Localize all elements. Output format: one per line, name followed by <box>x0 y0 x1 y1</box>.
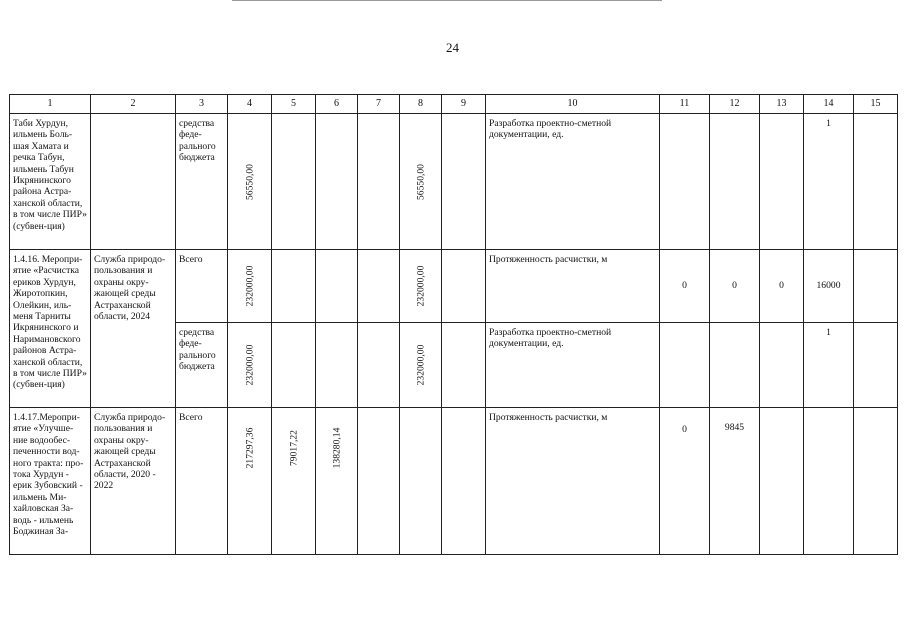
amount-value: 56550,00 <box>414 163 426 200</box>
amount-year-cell <box>400 250 442 323</box>
indicator-value-cell: 0 <box>660 408 710 555</box>
measure-name-cell: 1.4.17.Меропри-ятие «Улучше-ние водообес-печенности вод-ного тракта: про-тока Хурдун - ерик Зубовский - ильмень Ми-хайловская За-водь - ильмень Боджиная За- <box>10 408 91 555</box>
header-cell: 1 <box>10 95 91 114</box>
amount-value: 138280,14 <box>330 427 342 469</box>
empty-cell <box>316 323 358 408</box>
amount-value: 232000,00 <box>414 265 426 307</box>
amount-total-cell <box>228 408 272 555</box>
indicator-cell: Разработка проектно-сметной документации, ед. <box>486 323 660 408</box>
indicator-value-cell: 0 <box>660 250 710 323</box>
empty-cell <box>442 323 486 408</box>
funding-source-cell: средства феде-рального бюджета <box>176 323 228 408</box>
header-cell: 5 <box>272 95 316 114</box>
amount-year-cell <box>400 323 442 408</box>
indicator-value-cell: 1 <box>804 114 854 250</box>
header-cell: 4 <box>228 95 272 114</box>
empty-cell <box>710 323 760 408</box>
header-cell: 13 <box>760 95 804 114</box>
empty-cell <box>272 250 316 323</box>
header-cell: 10 <box>486 95 660 114</box>
empty-cell <box>442 408 486 555</box>
indicator-cell: Разработка проектно-сметной документации, ед. <box>486 114 660 250</box>
empty-cell <box>272 323 316 408</box>
executor-cell: Служба природо-пользования и охраны окру-жающей среды Астраханской области, 2020 - 2022 <box>91 408 176 555</box>
empty-cell <box>316 114 358 250</box>
empty-cell <box>272 114 316 250</box>
empty-cell <box>760 114 804 250</box>
empty-cell <box>854 323 898 408</box>
measure-name-cell: Таби Хурдун, ильмень Боль-шая Хамата и речка Табун, ильмень Табун Икрянинского района Астра-ханской области, в том числе ПИР» (субвен-ция) <box>10 114 91 250</box>
table-row <box>10 114 898 250</box>
header-cell: 7 <box>358 95 400 114</box>
empty-cell <box>442 250 486 323</box>
amount-total-cell <box>228 114 272 250</box>
amount-value: 232000,00 <box>243 265 255 307</box>
empty-cell <box>316 250 358 323</box>
header-cell: 6 <box>316 95 358 114</box>
amount-total-cell <box>228 250 272 323</box>
amount-value: 56550,00 <box>243 163 255 200</box>
executor-cell <box>91 114 176 250</box>
empty-cell <box>358 323 400 408</box>
indicator-value-cell: 0 <box>760 250 804 323</box>
amount-year-cell <box>400 114 442 250</box>
amount-value: 232000,00 <box>243 344 255 386</box>
amount-year-cell <box>316 408 358 555</box>
empty-cell <box>854 114 898 250</box>
empty-cell <box>660 323 710 408</box>
funding-source-cell: средства феде-рального бюджета <box>176 114 228 250</box>
amount-total-cell <box>228 323 272 408</box>
empty-cell <box>358 408 400 555</box>
header-cell: 3 <box>176 95 228 114</box>
amount-value: 79017,22 <box>287 430 299 466</box>
header-cell: 8 <box>400 95 442 114</box>
executor-cell: Служба природо-пользования и охраны окру-жающей среды Астраханской области, 2024 <box>91 250 176 408</box>
header-row <box>10 95 898 114</box>
table-row <box>10 250 898 323</box>
table-row <box>10 408 898 555</box>
funding-source-cell: Всего <box>176 408 228 555</box>
indicator-value-cell: 1 <box>804 323 854 408</box>
indicator-value-cell: 0 <box>710 250 760 323</box>
empty-cell <box>358 114 400 250</box>
header-cell: 11 <box>660 95 710 114</box>
amount-value: 232000,00 <box>414 344 426 386</box>
empty-cell <box>804 408 854 555</box>
measure-name-cell: 1.4.16. Меропри-ятие «Расчистка ериков Хурдун, Жиротопкин, Олейкин, иль-меня Тарниты Икрянинского и Наримановского районов Астра-ханской области, в том числе ПИР» (субвен-ция) <box>10 250 91 408</box>
header-cell: 14 <box>804 95 854 114</box>
amount-value: 217297,36 <box>243 427 255 469</box>
header-cell: 9 <box>442 95 486 114</box>
empty-cell <box>760 323 804 408</box>
empty-cell <box>760 408 804 555</box>
indicator-value-cell: 9845 <box>710 408 760 555</box>
empty-cell <box>442 114 486 250</box>
header-cell: 12 <box>710 95 760 114</box>
header-cell: 15 <box>854 95 898 114</box>
indicator-cell: Протяженность расчистки, м <box>486 408 660 555</box>
empty-cell <box>710 114 760 250</box>
empty-cell <box>660 114 710 250</box>
program-table <box>9 94 898 555</box>
amount-year-cell <box>272 408 316 555</box>
empty-cell <box>854 408 898 555</box>
indicator-cell: Протяженность расчистки, м <box>486 250 660 323</box>
empty-cell <box>400 408 442 555</box>
header-cell: 2 <box>91 95 176 114</box>
top-rule <box>232 0 662 1</box>
funding-source-cell: Всего <box>176 250 228 323</box>
empty-cell <box>358 250 400 323</box>
page-number: 24 <box>446 40 459 55</box>
empty-cell <box>854 250 898 323</box>
indicator-value-cell: 16000 <box>804 250 854 323</box>
